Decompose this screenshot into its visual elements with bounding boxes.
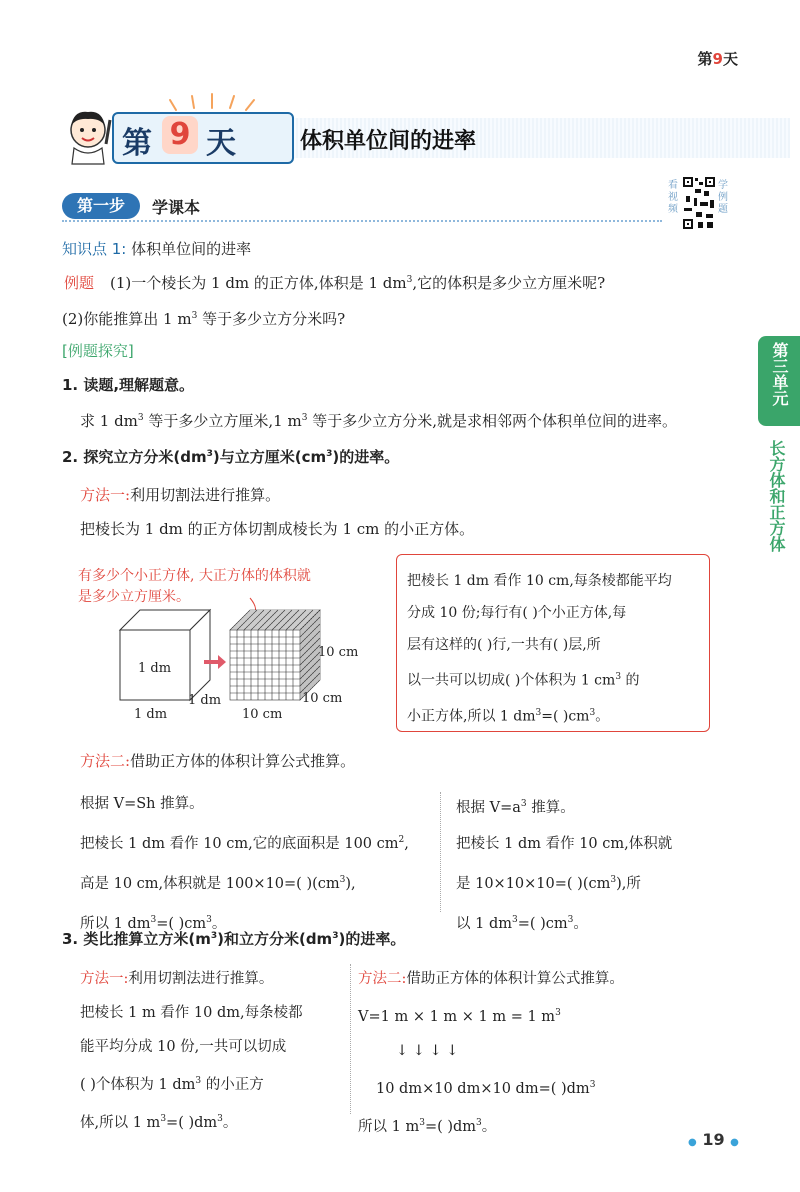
- section-1-title: 1. 读题,理解题意。: [62, 376, 195, 394]
- knowledge-point: 知识点 1: 体积单位间的进率: [62, 240, 252, 258]
- unit-side-tab[interactable]: 第三单元: [758, 336, 800, 426]
- example-question-1: (1)一个棱长为 1 dm 的正方体,体积是 1 $dm^3$,它的体积是多少立方厘米呢?: [110, 274, 606, 292]
- column-divider: [440, 792, 441, 912]
- grid-cube-bottom-label: 10 cm: [242, 707, 283, 722]
- big-cube-face-label: 1 dm: [138, 661, 172, 676]
- page-title: 体积单位间的进率: [300, 129, 477, 154]
- section-2-title: 2. 探究立方分米$(dm^3)$与立方厘米$(cm^3)$的进率。: [62, 448, 400, 466]
- badge-di: 第: [122, 126, 152, 161]
- step-divider: [62, 220, 662, 222]
- reasoning-text: 把棱长 1 dm 看作 10 cm,每条棱都能平均 分成 10 份;每行有( )个小正方体,每 层有这样的( )行,一共有( )层,所 以一共可以切成( )个体积为 1 $cm^3$ 的 小正方体,所以 1 $dm^3=$( )$cm^3$。: [407, 573, 672, 725]
- column-divider-2: [350, 964, 351, 1114]
- big-cube-bottom-label: 1 dm: [134, 707, 168, 722]
- page-number: ● 19 ●: [688, 1130, 739, 1149]
- method-2-left-column: 根据 V=Sh 推算。 把棱长 1 dm 看作 10 cm,它的底面积是 100 $cm^2$, 高是 10 cm,体积就是 100×10=( )$(cm^3)$, 所以 1 $dm^3=$( )$cm^3$。: [80, 796, 409, 932]
- step-title: 学课本: [152, 198, 201, 217]
- grid-cube-side-label: 10 cm: [302, 691, 343, 706]
- example-question-2: (2)你能推算出 1 $m^3$ 等于多少立方分米吗?: [62, 310, 346, 328]
- method-2-label: 方法二:借助正方体的体积计算公式推算。: [80, 752, 356, 770]
- section-3-title: 3. 类比推算立方米$(m^3)$和立方分米$(dm^3)$的进率。: [62, 930, 406, 948]
- section-1-body: 求 1 $dm^3$ 等于多少立方厘米,1 $m^3$ 等于多少立方分米,就是求相邻两个体积单位间的进率。: [80, 412, 677, 430]
- qr-code-icon: [682, 176, 716, 230]
- diagram-note: 有多少个小正方体, 大正方体的体积就是多少立方厘米。: [78, 568, 311, 605]
- section-3-method-1: 方法一:利用切割法进行推算。 把棱长 1 m 看作 10 dm,每条棱都 能平均分成 10 份,一共可以切成 ( )个体积为 1 $dm^3$ 的小正方 体,所以 1 $m^3=$( )$dm^3$。: [80, 971, 303, 1131]
- step-pill: 第一步: [62, 193, 140, 219]
- badge-number: 9: [162, 116, 198, 154]
- sun-rays-icon: [156, 90, 266, 112]
- cube-diagram: [100, 590, 370, 730]
- title-bar: [60, 112, 740, 164]
- boy-mascot-icon: [60, 100, 120, 166]
- badge-tian: 天: [206, 126, 236, 161]
- grid-cube-right-label: 10 cm: [318, 645, 359, 660]
- method-1-body: 把棱长为 1 dm 的正方体切割成棱长为 1 cm 的小正方体。: [80, 520, 475, 538]
- qr-left-text: 看视频: [668, 180, 678, 215]
- unit-side-title: 长方体和正方体: [767, 440, 786, 552]
- section-3-method-2: 方法二:借助正方体的体积计算公式推算。 V=1 m × 1 m × 1 m = 1 $m^3$ ↓ ↓ ↓ ↓ 10 dm×10 dm×10 dm=( )$dm^3$ 所以 1 $m^3=$( )$dm^3$。: [358, 971, 624, 1135]
- qr-code[interactable]: [668, 174, 730, 232]
- reasoning-box: [396, 554, 710, 732]
- method-2-right-column: 根据 $V=a^3$ 推算。 把棱长 1 dm 看作 10 cm,体积就 是 10×10×10=( )$(cm^3)$,所 以 1 $dm^3=$( )$cm^3$。: [456, 799, 673, 932]
- explore-label: [例题探究]: [62, 342, 134, 360]
- qr-right-text: 学例题: [718, 180, 728, 215]
- method-1-label: 方法一:利用切割法进行推算。: [80, 486, 281, 504]
- big-cube-side-label: 1 dm: [188, 693, 222, 708]
- day-label: 第9天: [697, 50, 738, 68]
- example-tag: 例题: [64, 274, 95, 292]
